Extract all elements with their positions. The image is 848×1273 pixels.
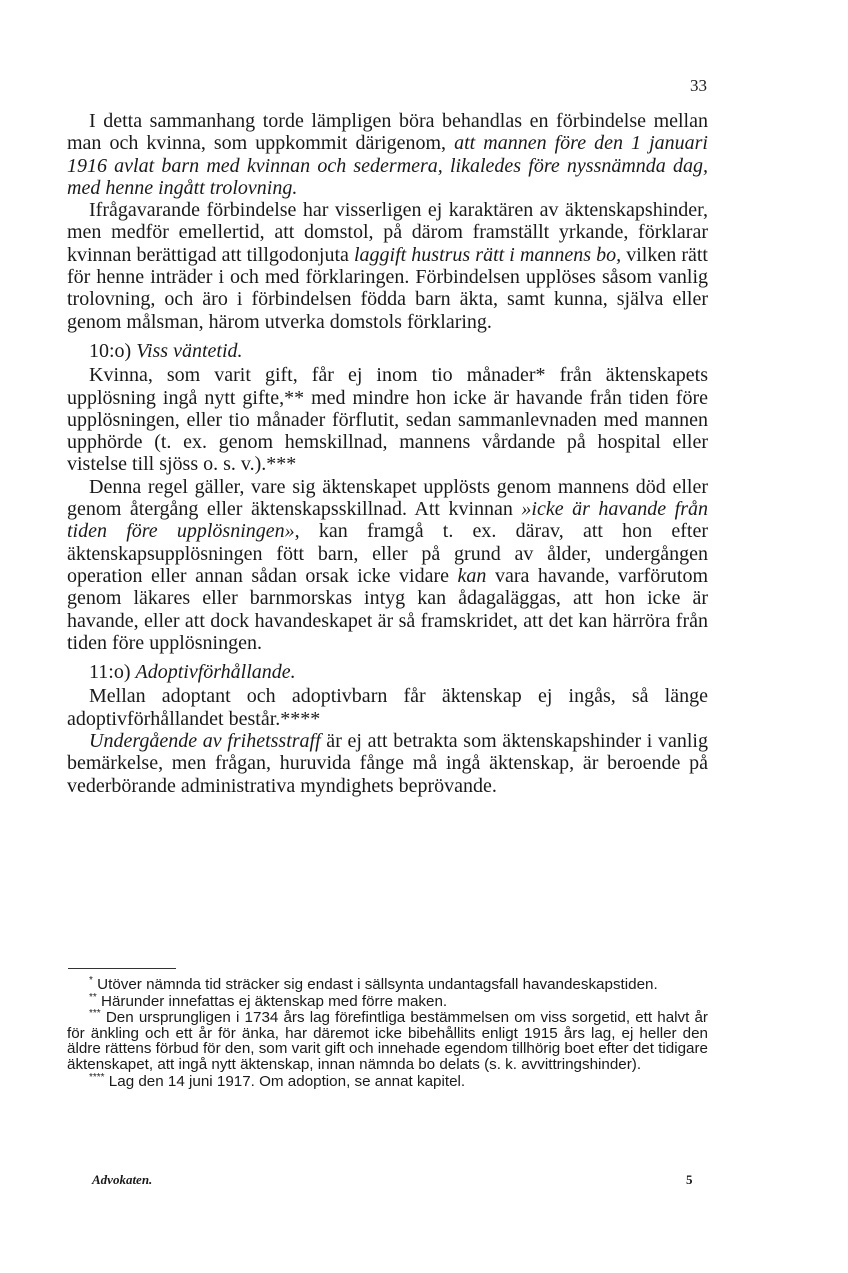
paragraph-frihetsstraff — [67, 730, 708, 797]
footnote-text: Den ursprungligen i 1734 års lag förefintliga bestämmelsen om viss sorgetid, ett halvt år för änkling och ett år för änka, har däremot icke bibehållits enligt 1915 års lag, ej heller den äldre rättens förbud för den, som varit gift och innehade egendom tillhörig boet efter det tidigare äktenskapet, att ingå nytt äktenskap, innan nämnda bo delats (s. k. avvittringshinder). — [67, 1009, 708, 1073]
section-title: Viss väntetid. — [136, 339, 243, 362]
footnote — [67, 974, 708, 993]
page-number: 33 — [690, 76, 707, 95]
footnote-marker: ** — [89, 991, 97, 1003]
footnote — [67, 1071, 708, 1090]
section-heading-11 — [67, 661, 708, 683]
emphasis: »icke är havande från tiden före upplösningen» — [67, 498, 708, 543]
emphasis: laggift hustrus rätt i mannens bo, — [353, 243, 622, 266]
signature-mark: 5 — [686, 1172, 693, 1187]
footnotes — [67, 974, 708, 1090]
footnote-divider — [68, 968, 176, 969]
emphasis: att mannen före den 1 januari 1916 avlat barn med kvinnan och sedermera, likaledes före nyssnämnda dag, med henne ingått trolovning. — [67, 132, 708, 199]
paragraph-trolovning — [67, 110, 708, 199]
section-number: 11:o) — [89, 661, 136, 684]
footnote — [67, 991, 708, 1010]
footnote — [67, 1010, 708, 1072]
text-run: I detta sammanhang torde lämpligen böra behandlas en förbindelse mellan man och kvinna, som uppkommit därigenom, — [67, 110, 708, 155]
main-text — [67, 110, 708, 797]
text-run: , kan framgå t. ex. därav, att hon efter äktenskapsupplösningen fött barn, eller på grund av ålder, undergången operation eller annan sådan orsak icke vidare — [67, 520, 708, 587]
text-run: är ej att betrakta som äktenskapshinder i vanlig bemärkelse, men frågan, huruvida fånge må ingå äktenskap, är beroende på vederbörande administrativa myndighets beprövande. — [67, 730, 708, 797]
emphasis: Undergående av frihetsstraff — [89, 730, 321, 753]
section-title: Adoptivförhållande. — [135, 661, 296, 684]
footnote-marker: * — [89, 974, 93, 986]
paragraph-regel — [67, 476, 708, 654]
text-run: vara havande, varförutom genom läkares eller barnmorskas intyg kan ådagaläggas, att hon icke är havande, eller att dock havandeskapet är så framskridet, att det kan härröra från tiden före upplösningen. — [67, 564, 708, 654]
section-number: 10:o) — [89, 339, 137, 362]
footnote-marker: *** — [89, 1008, 101, 1020]
footer-title: Advokaten. — [92, 1172, 153, 1187]
paragraph-forbindelse — [67, 199, 708, 333]
footnote-text: Utöver nämnda tid sträcker sig endast i sällsynta undantagsfall havandeskapstiden. — [92, 976, 658, 993]
text-run: Denna regel gäller, vare sig äktenskapet upplösts genom mannens död eller genom återgång eller äktenskapsskillnad. Att kvinnan — [67, 475, 708, 521]
paragraph-adoptiv: Mellan adoptant och adoptivbarn får äktenskap ej ingås, så länge adoptivförhållandet består.**** — [67, 685, 708, 730]
footnote-marker: **** — [89, 1071, 105, 1083]
paragraph-vantetid: Kvinna, som varit gift, får ej inom tio månader* från äktenskapets upplösning ingå nytt gifte,** med mindre hon icke är havande från tiden före upplösningen, eller tio månader förflutit, sedan sammanlevnaden med mannen upphörde (t. ex. genom hemskillnad, mannens vårdande på hospital eller vistelse till sjöss o. s. v.).*** — [67, 364, 708, 476]
footnote-text: Härunder innefattas ej äktenskap med förre maken. — [96, 992, 448, 1010]
section-heading-10 — [67, 340, 708, 362]
text-run: Ifrågavarande förbindelse har visserligen ej karaktären av äktenskapshinder, men medför emellertid, att domstol, på därom framställt yrkande, förklarar kvinnan berättigad att tillgodonjuta — [67, 199, 708, 266]
emphasis: kan — [457, 564, 487, 587]
text-run: vilken rätt för henne inträder i och med förklaringen. Förbindelsen upplöses såsom vanlig trolovning, och äro i förbindelsen födda barn äkta, samt kunna, själva eller genom målsman, härom utverka domstols förklaring. — [67, 243, 708, 333]
footnote-text: Lag den 14 juni 1917. Om adoption, se annat kapitel. — [104, 1072, 466, 1090]
